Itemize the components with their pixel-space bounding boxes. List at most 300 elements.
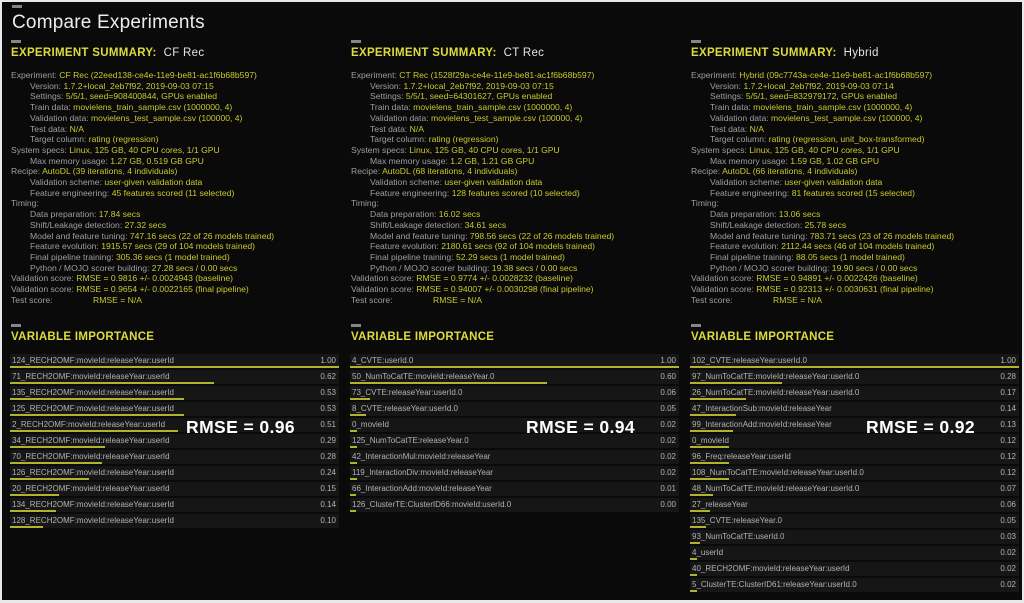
detail-line bbox=[691, 209, 1018, 220]
detail-line bbox=[691, 156, 1018, 167]
vi-row bbox=[690, 386, 1019, 400]
section-dash bbox=[351, 324, 361, 327]
vi-label: 71_RECH2OMF:movieId:releaseYear:userId bbox=[12, 372, 170, 381]
detail-label: Validation scheme: bbox=[710, 177, 785, 188]
vi-bar bbox=[690, 478, 729, 480]
detail-label: Feature engineering: bbox=[30, 187, 112, 198]
detail-value: 747.16 secs (22 of 26 models trained) bbox=[129, 230, 275, 241]
vi-value: 0.02 bbox=[1000, 548, 1016, 557]
vi-row bbox=[690, 578, 1019, 592]
detail-label: Shift/Leakage detection: bbox=[30, 219, 125, 230]
vi-row bbox=[10, 386, 339, 400]
vi-row bbox=[10, 354, 339, 368]
detail-label: Validation score: bbox=[11, 284, 77, 295]
vi-label: 125_RECH2OMF:movieId:releaseYear:userId bbox=[12, 404, 175, 413]
variable-importance-header: VARIABLE IMPORTANCE bbox=[351, 331, 495, 343]
detail-line bbox=[11, 91, 338, 102]
vi-bar bbox=[10, 366, 339, 368]
detail-value: AutoDL (68 iterations, 4 individuals) bbox=[382, 166, 518, 177]
vi-bar bbox=[350, 382, 547, 384]
vi-value: 0.28 bbox=[1000, 372, 1016, 381]
vi-bar bbox=[690, 590, 697, 592]
vi-value: 0.28 bbox=[320, 452, 336, 461]
summary-header bbox=[351, 47, 544, 59]
vi-value: 0.02 bbox=[660, 468, 676, 477]
vi-bar bbox=[10, 446, 105, 448]
detail-label: Recipe: bbox=[691, 166, 723, 177]
vi-bar bbox=[10, 494, 59, 496]
vi-row bbox=[690, 514, 1019, 528]
experiment-details bbox=[691, 70, 1018, 305]
section-dash bbox=[691, 40, 701, 43]
detail-line bbox=[351, 295, 678, 306]
detail-label: Timing: bbox=[351, 198, 379, 209]
vi-label: 73_CVTE:releaseYear:userId.0 bbox=[352, 388, 463, 397]
detail-line bbox=[11, 209, 338, 220]
detail-value: RMSE = 0.9654 +/- 0.0022165 (final pipeline) bbox=[76, 284, 249, 295]
detail-label: Model and feature tuning: bbox=[710, 230, 810, 241]
vi-row bbox=[690, 354, 1019, 368]
detail-line bbox=[11, 102, 338, 113]
detail-value: movielens_train_sample.csv (1000000, 4) bbox=[753, 102, 913, 113]
vi-row bbox=[350, 402, 679, 416]
vi-row bbox=[690, 498, 1019, 512]
detail-value: movielens_test_sample.csv (100000, 4) bbox=[91, 112, 243, 123]
detail-value: 17.84 secs bbox=[98, 209, 141, 220]
vi-row bbox=[690, 562, 1019, 576]
vi-bar bbox=[690, 510, 710, 512]
vi-value: 0.53 bbox=[320, 404, 336, 413]
vi-value: 0.02 bbox=[660, 452, 676, 461]
detail-line bbox=[691, 124, 1018, 135]
vi-value: 0.60 bbox=[660, 372, 676, 381]
detail-label: Settings: bbox=[370, 91, 406, 102]
vi-value: 0.29 bbox=[320, 436, 336, 445]
vi-label: 93_NumToCatTE:userId.0 bbox=[692, 532, 785, 541]
detail-line bbox=[351, 252, 678, 263]
summary-header bbox=[11, 47, 204, 59]
detail-line bbox=[351, 231, 678, 242]
detail-line bbox=[11, 241, 338, 252]
vi-label: 26_NumToCatTE:movieId:releaseYear:userId.0 bbox=[692, 388, 860, 397]
vi-value: 0.12 bbox=[1000, 436, 1016, 445]
vi-label: 125_NumToCatTE:releaseYear.0 bbox=[352, 436, 469, 445]
title-dash bbox=[12, 5, 22, 8]
vi-label: 0_movieId bbox=[692, 436, 729, 445]
detail-line bbox=[351, 188, 678, 199]
vi-bar bbox=[690, 526, 706, 528]
detail-line bbox=[691, 134, 1018, 145]
vi-bar bbox=[350, 462, 357, 464]
detail-label: Feature evolution: bbox=[30, 241, 102, 252]
variable-importance-list bbox=[690, 354, 1019, 594]
detail-value: RMSE = N/A bbox=[433, 294, 482, 305]
detail-value: RMSE = 0.9816 +/- 0.0024943 (baseline) bbox=[76, 273, 233, 284]
experiment-panel bbox=[690, 40, 1019, 600]
summary-title: EXPERIMENT SUMMARY: bbox=[691, 47, 837, 59]
vi-row bbox=[690, 482, 1019, 496]
detail-label: Python / MOJO scorer building: bbox=[30, 262, 152, 273]
detail-line bbox=[11, 113, 338, 124]
vi-bar bbox=[10, 414, 184, 416]
summary-title: EXPERIMENT SUMMARY: bbox=[11, 47, 157, 59]
detail-label: Validation score: bbox=[11, 273, 77, 284]
vi-row bbox=[10, 498, 339, 512]
detail-value: RMSE = 0.94891 +/- 0.0022426 (baseline) bbox=[756, 273, 918, 284]
section-dash bbox=[691, 324, 701, 327]
detail-label: Test score: bbox=[691, 294, 733, 305]
vi-bar bbox=[690, 558, 697, 560]
vi-row bbox=[350, 450, 679, 464]
vi-bar bbox=[10, 430, 178, 432]
vi-label: 124_RECH2OMF:movieId:releaseYear:userId bbox=[12, 356, 175, 365]
detail-value: 52.29 secs (1 model trained) bbox=[456, 251, 565, 262]
detail-line bbox=[691, 166, 1018, 177]
detail-value: Linux, 125 GB, 40 CPU cores, 1/1 GPU bbox=[749, 144, 900, 155]
detail-line bbox=[351, 156, 678, 167]
vi-value: 0.07 bbox=[1000, 484, 1016, 493]
vi-label: 99_InteractionAdd:movieId:releaseYear bbox=[692, 420, 832, 429]
detail-label: Test data: bbox=[710, 123, 750, 134]
detail-value: 2112.44 secs (46 of 104 models trained) bbox=[781, 241, 935, 252]
detail-label: Test score: bbox=[11, 294, 53, 305]
detail-value: rating (regression) bbox=[428, 134, 499, 145]
detail-value: user-given validation data bbox=[104, 177, 203, 188]
detail-value: 1.59 GB, 1.02 GB GPU bbox=[790, 155, 880, 166]
detail-label: System specs: bbox=[11, 144, 70, 155]
detail-value: movielens_test_sample.csv (100000, 4) bbox=[771, 112, 923, 123]
vi-bar bbox=[10, 478, 89, 480]
detail-value: user-given validation data bbox=[784, 177, 883, 188]
vi-value: 1.00 bbox=[1000, 356, 1016, 365]
vi-bar bbox=[350, 366, 679, 368]
detail-label: Version: bbox=[710, 80, 744, 91]
detail-line bbox=[691, 263, 1018, 274]
variable-importance-list bbox=[10, 354, 339, 530]
detail-value: RMSE = N/A bbox=[93, 294, 142, 305]
detail-label: Shift/Leakage detection: bbox=[370, 219, 465, 230]
vi-label: 126_RECH2OMF:movieId:releaseYear:userId bbox=[12, 468, 175, 477]
detail-label: Feature engineering: bbox=[370, 187, 452, 198]
vi-bar bbox=[350, 510, 356, 512]
detail-label: Shift/Leakage detection: bbox=[710, 219, 805, 230]
vi-label: 48_NumToCatTE:movieId:releaseYear:userId.0 bbox=[692, 484, 860, 493]
vi-label: 97_NumToCatTE:movieId:releaseYear:userId.0 bbox=[692, 372, 860, 381]
vi-row bbox=[690, 546, 1019, 560]
detail-label: Settings: bbox=[30, 91, 66, 102]
vi-label: 8_CVTE:releaseYear:userId.0 bbox=[352, 404, 458, 413]
detail-label: Validation data: bbox=[710, 112, 771, 123]
vi-bar bbox=[690, 366, 1019, 368]
vi-label: 50_NumToCatTE:movieId:releaseYear.0 bbox=[352, 372, 495, 381]
vi-label: 40_RECH2OMF:movieId:releaseYear:userId bbox=[692, 564, 850, 573]
detail-label: System specs: bbox=[351, 144, 410, 155]
detail-line bbox=[691, 273, 1018, 284]
detail-value: 27.28 secs / 0.00 secs bbox=[151, 262, 238, 273]
detail-line bbox=[691, 231, 1018, 242]
detail-label: Validation score: bbox=[351, 273, 417, 284]
vi-row bbox=[350, 370, 679, 384]
vi-label: 96_Freq:releaseYear:userId bbox=[692, 452, 791, 461]
vi-value: 0.13 bbox=[1000, 420, 1016, 429]
detail-value: 128 features scored (10 selected) bbox=[451, 187, 580, 198]
detail-line bbox=[351, 134, 678, 145]
rmse-overlay: RMSE = 0.96 bbox=[186, 417, 295, 437]
vi-row bbox=[350, 354, 679, 368]
vi-label: 34_RECH2OMF:movieId:releaseYear:userId bbox=[12, 436, 170, 445]
vi-row bbox=[10, 450, 339, 464]
vi-bar bbox=[350, 414, 366, 416]
detail-value: 5/5/1, seed=832979172, GPUs enabled bbox=[745, 91, 898, 102]
detail-label: Validation scheme: bbox=[370, 177, 445, 188]
vi-label: 119_InteractionDiv:movieId:releaseYear bbox=[352, 468, 493, 477]
detail-label: System specs: bbox=[691, 144, 750, 155]
detail-value: 13.06 secs bbox=[778, 209, 821, 220]
detail-label: Final pipeline training: bbox=[710, 251, 796, 262]
vi-bar bbox=[690, 462, 729, 464]
detail-line bbox=[351, 124, 678, 135]
detail-line bbox=[351, 70, 678, 81]
detail-line bbox=[11, 188, 338, 199]
vi-row bbox=[10, 402, 339, 416]
vi-row bbox=[350, 386, 679, 400]
vi-label: 135_RECH2OMF:movieId:releaseYear:userId bbox=[12, 388, 175, 397]
vi-label: 47_InteractionSub:movieId:releaseYear bbox=[692, 404, 832, 413]
vi-bar bbox=[350, 446, 357, 448]
detail-label: Final pipeline training: bbox=[370, 251, 456, 262]
vi-value: 0.24 bbox=[320, 468, 336, 477]
vi-value: 0.03 bbox=[1000, 532, 1016, 541]
detail-value: movielens_train_sample.csv (1000000, 4) bbox=[413, 102, 573, 113]
detail-value: 5/5/1, seed=64301627, GPUs enabled bbox=[405, 91, 553, 102]
vi-value: 0.01 bbox=[660, 484, 676, 493]
vi-row bbox=[690, 450, 1019, 464]
detail-label: Model and feature tuning: bbox=[370, 230, 470, 241]
rmse-overlay: RMSE = 0.94 bbox=[526, 417, 635, 437]
detail-line bbox=[351, 113, 678, 124]
experiment-name: CF Rec bbox=[163, 47, 205, 59]
detail-line bbox=[691, 188, 1018, 199]
detail-value: N/A bbox=[69, 123, 84, 134]
detail-line bbox=[11, 273, 338, 284]
detail-value: CT Rec (1528f29a-ce4e-11e9-be81-ac1f6b68b597) bbox=[399, 70, 595, 80]
detail-value: 2180.61 secs (92 of 104 models trained) bbox=[441, 241, 596, 252]
vi-bar bbox=[350, 398, 370, 400]
detail-label: Validation score: bbox=[351, 284, 417, 295]
vi-bar bbox=[10, 398, 184, 400]
vi-value: 0.17 bbox=[1000, 388, 1016, 397]
detail-label: Data preparation: bbox=[370, 209, 439, 220]
detail-line bbox=[11, 295, 338, 306]
detail-line bbox=[11, 166, 338, 177]
detail-value: Linux, 125 GB, 40 CPU cores, 1/1 GPU bbox=[69, 144, 220, 155]
vi-label: 135_CVTE:releaseYear.0 bbox=[692, 516, 782, 525]
section-dash bbox=[11, 324, 21, 327]
detail-label: Data preparation: bbox=[30, 209, 99, 220]
vi-label: 66_InteractionAdd:movieId:releaseYear bbox=[352, 484, 492, 493]
detail-value: 1.7.2+local_2eb7f92, 2019-09-03 07:15 bbox=[403, 80, 554, 91]
detail-line bbox=[691, 177, 1018, 188]
detail-line bbox=[691, 70, 1018, 81]
vi-value: 0.12 bbox=[1000, 452, 1016, 461]
detail-value: N/A bbox=[749, 123, 764, 134]
experiment-details bbox=[11, 70, 338, 305]
detail-value: 88.05 secs (1 model trained) bbox=[796, 251, 905, 262]
detail-label: Test data: bbox=[370, 123, 410, 134]
vi-label: 70_RECH2OMF:movieId:releaseYear:userId bbox=[12, 452, 170, 461]
detail-label: Final pipeline training: bbox=[30, 251, 116, 262]
detail-label: Data preparation: bbox=[710, 209, 779, 220]
experiment-panel bbox=[350, 40, 679, 600]
detail-value: CF Rec (22eed138-ce4e-11e9-be81-ac1f6b68b597) bbox=[59, 70, 257, 80]
detail-label: Validation scheme: bbox=[30, 177, 105, 188]
vi-value: 0.06 bbox=[1000, 500, 1016, 509]
detail-label: Max memory usage: bbox=[30, 155, 111, 166]
detail-line bbox=[351, 91, 678, 102]
vi-value: 1.00 bbox=[660, 356, 676, 365]
detail-line bbox=[351, 241, 678, 252]
detail-label: Version: bbox=[30, 80, 64, 91]
vi-row bbox=[690, 402, 1019, 416]
detail-value: movielens_test_sample.csv (100000, 4) bbox=[431, 112, 583, 123]
variable-importance-header: VARIABLE IMPORTANCE bbox=[11, 331, 155, 343]
variable-importance-header: VARIABLE IMPORTANCE bbox=[691, 331, 835, 343]
detail-value: 1915.57 secs (29 of 104 models trained) bbox=[101, 241, 256, 252]
detail-line bbox=[691, 284, 1018, 295]
vi-label: 20_RECH2OMF:movieId:releaseYear:userId bbox=[12, 484, 170, 493]
vi-bar bbox=[690, 398, 746, 400]
detail-label: Validation score: bbox=[691, 273, 757, 284]
vi-bar bbox=[690, 446, 729, 448]
detail-line bbox=[351, 273, 678, 284]
detail-line bbox=[351, 102, 678, 113]
detail-label: Python / MOJO scorer building: bbox=[370, 262, 492, 273]
detail-line bbox=[691, 113, 1018, 124]
detail-label: Train data: bbox=[30, 102, 74, 113]
detail-line bbox=[11, 220, 338, 231]
vi-row bbox=[10, 514, 339, 528]
detail-label: Max memory usage: bbox=[710, 155, 791, 166]
vi-row bbox=[10, 466, 339, 480]
detail-line bbox=[351, 209, 678, 220]
detail-line bbox=[691, 220, 1018, 231]
detail-value: 16.02 secs bbox=[438, 209, 481, 220]
detail-label: Target column: bbox=[370, 134, 429, 145]
vi-label: 42_InteractionMul:movieId:releaseYear bbox=[352, 452, 491, 461]
detail-line bbox=[11, 252, 338, 263]
detail-line bbox=[351, 198, 678, 209]
detail-label: Target column: bbox=[30, 134, 89, 145]
vi-value: 0.02 bbox=[1000, 580, 1016, 589]
detail-label: Experiment: bbox=[11, 70, 60, 80]
detail-value: N/A bbox=[409, 123, 424, 134]
detail-label: Validation data: bbox=[30, 112, 91, 123]
summary-title: EXPERIMENT SUMMARY: bbox=[351, 47, 497, 59]
vi-label: 4_userId bbox=[692, 548, 724, 557]
detail-label: Validation score: bbox=[691, 284, 757, 295]
detail-label: Version: bbox=[370, 80, 404, 91]
vi-value: 0.02 bbox=[1000, 564, 1016, 573]
detail-line bbox=[11, 70, 338, 81]
detail-value: 34.61 secs bbox=[464, 219, 507, 230]
vi-label: 2_RECH2OMF:movieId:releaseYear:userId bbox=[12, 420, 166, 429]
vi-row bbox=[10, 370, 339, 384]
detail-line bbox=[691, 102, 1018, 113]
detail-value: 27.32 secs bbox=[124, 219, 167, 230]
detail-value: 81 features scored (15 selected) bbox=[791, 187, 915, 198]
detail-value: movielens_train_sample.csv (1000000, 4) bbox=[73, 102, 233, 113]
detail-line bbox=[351, 263, 678, 274]
vi-value: 0.02 bbox=[660, 436, 676, 445]
detail-value: 1.2 GB, 1.21 GB GPU bbox=[450, 155, 535, 166]
detail-label: Test score: bbox=[351, 294, 393, 305]
detail-label: Max memory usage: bbox=[370, 155, 451, 166]
detail-value: user-given validation data bbox=[444, 177, 543, 188]
detail-label: Python / MOJO scorer building: bbox=[710, 262, 832, 273]
detail-value: RMSE = 0.9774 +/- 0.0028232 (baseline) bbox=[416, 273, 573, 284]
vi-value: 0.10 bbox=[320, 516, 336, 525]
rmse-overlay: RMSE = 0.92 bbox=[866, 417, 975, 437]
detail-line bbox=[691, 252, 1018, 263]
detail-label: Target column: bbox=[710, 134, 769, 145]
summary-header bbox=[691, 47, 879, 59]
detail-label: Experiment: bbox=[351, 70, 400, 80]
vi-row bbox=[350, 466, 679, 480]
detail-line bbox=[11, 263, 338, 274]
detail-value: 1.7.2+local_2eb7f92, 2019-09-03 07:15 bbox=[63, 80, 214, 91]
vi-value: 0.02 bbox=[660, 420, 676, 429]
detail-line bbox=[691, 145, 1018, 156]
detail-label: Train data: bbox=[370, 102, 414, 113]
vi-bar bbox=[10, 462, 102, 464]
vi-value: 0.15 bbox=[320, 484, 336, 493]
vi-bar bbox=[350, 430, 357, 432]
detail-value: RMSE = N/A bbox=[773, 294, 822, 305]
detail-line bbox=[691, 198, 1018, 209]
vi-value: 0.05 bbox=[660, 404, 676, 413]
detail-value: 783.71 secs (23 of 26 models trained) bbox=[809, 230, 955, 241]
detail-value: Linux, 125 GB, 40 CPU cores, 1/1 GPU bbox=[409, 144, 560, 155]
vi-label: 4_CVTE:userId.0 bbox=[352, 356, 414, 365]
vi-row bbox=[690, 466, 1019, 480]
vi-row bbox=[690, 530, 1019, 544]
detail-line bbox=[11, 198, 338, 209]
detail-label: Recipe: bbox=[11, 166, 43, 177]
detail-label: Timing: bbox=[11, 198, 39, 209]
vi-bar bbox=[690, 494, 713, 496]
section-dash bbox=[351, 40, 361, 43]
vi-label: 5_ClusterTE:ClusterID61:releaseYear:userId.0 bbox=[692, 580, 857, 589]
detail-line bbox=[351, 166, 678, 177]
detail-line bbox=[11, 156, 338, 167]
detail-value: 19.38 secs / 0.00 secs bbox=[491, 262, 578, 273]
detail-value: 305.36 secs (1 model trained) bbox=[116, 251, 230, 262]
detail-value: 25.78 secs bbox=[804, 219, 847, 230]
detail-label: Feature evolution: bbox=[370, 241, 442, 252]
detail-line bbox=[351, 220, 678, 231]
vi-row bbox=[350, 498, 679, 512]
vi-bar bbox=[690, 414, 736, 416]
experiment-name: Hybrid bbox=[843, 47, 879, 59]
detail-label: Model and feature tuning: bbox=[30, 230, 130, 241]
detail-value: AutoDL (66 iterations, 4 individuals) bbox=[722, 166, 858, 177]
detail-line bbox=[11, 134, 338, 145]
vi-bar bbox=[690, 574, 697, 576]
detail-line bbox=[11, 81, 338, 92]
detail-line bbox=[11, 145, 338, 156]
detail-line bbox=[351, 145, 678, 156]
vi-value: 0.05 bbox=[1000, 516, 1016, 525]
